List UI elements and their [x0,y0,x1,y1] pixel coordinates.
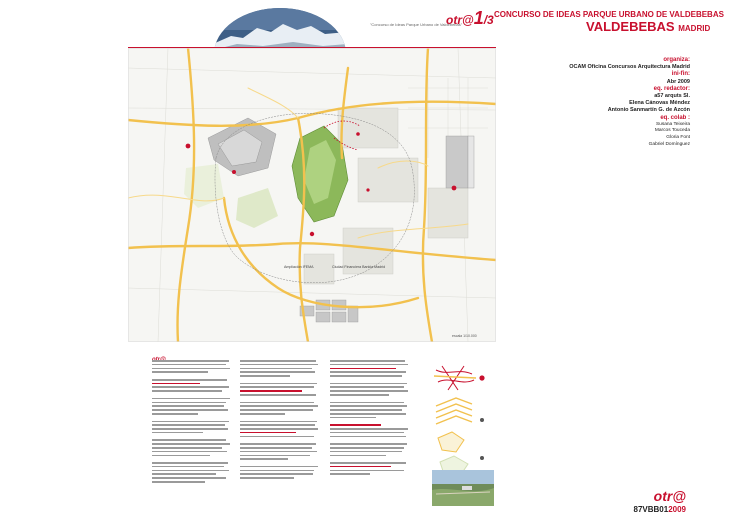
redactor-member: a57 arquts Sl. [654,93,690,100]
colab-member: Gabriel Domínguez [648,141,690,147]
footer-logo: otr@ [653,488,686,504]
header-logo-caption: "Concurso de Ideas Parque Urbano de Valdebebas" [370,22,463,27]
text-column-1 [152,360,232,508]
redactor-member: Antonio Sanmartín G. de Azcón [607,107,690,114]
organiza-value: OCAM Oficina Concursos Arquitectura Madrid [569,64,690,71]
redactor-member: Elena Cánovas Méndez [629,100,690,107]
map-scale-label: escala 1/10.000 [452,334,477,338]
colab-member: Marcos Touceda [654,128,690,134]
redactor-label: eq. redactor: [653,85,690,92]
site-city: MADRID [678,24,711,33]
site-name: VALDEBEBAS [586,19,675,34]
text-column-2 [240,360,320,508]
sheet-code-year: 2009 [668,505,686,514]
contest-title: CONCURSO DE IDEAS PARQUE URBANO DE VALDEBEBAS [494,10,724,19]
credits-block [490,57,690,148]
aerial-render-image [432,470,494,506]
sheet-code-prefix: 87VBB01 [633,505,669,514]
site-title [586,19,710,34]
site-plan-map [128,48,496,342]
header-logo: otr@1/3 [446,8,494,28]
colab-member: Susana Teixeira [655,121,690,127]
map-label-ifema: Ampliación IFEMA [284,265,314,269]
colab-member: Gloria Font [666,135,690,141]
diagram-marker [479,375,484,380]
date-label: ini-fin: [671,71,690,78]
date-value: Abr 2009 [666,78,690,85]
map-label-ciudad: Ciudad Financiera Bankia Madrid [332,265,386,269]
colab-label: eq. colab : [660,114,690,121]
organiza-label: organiza: [663,57,690,63]
sheet-code [634,505,686,514]
text-column-3 [330,360,410,508]
